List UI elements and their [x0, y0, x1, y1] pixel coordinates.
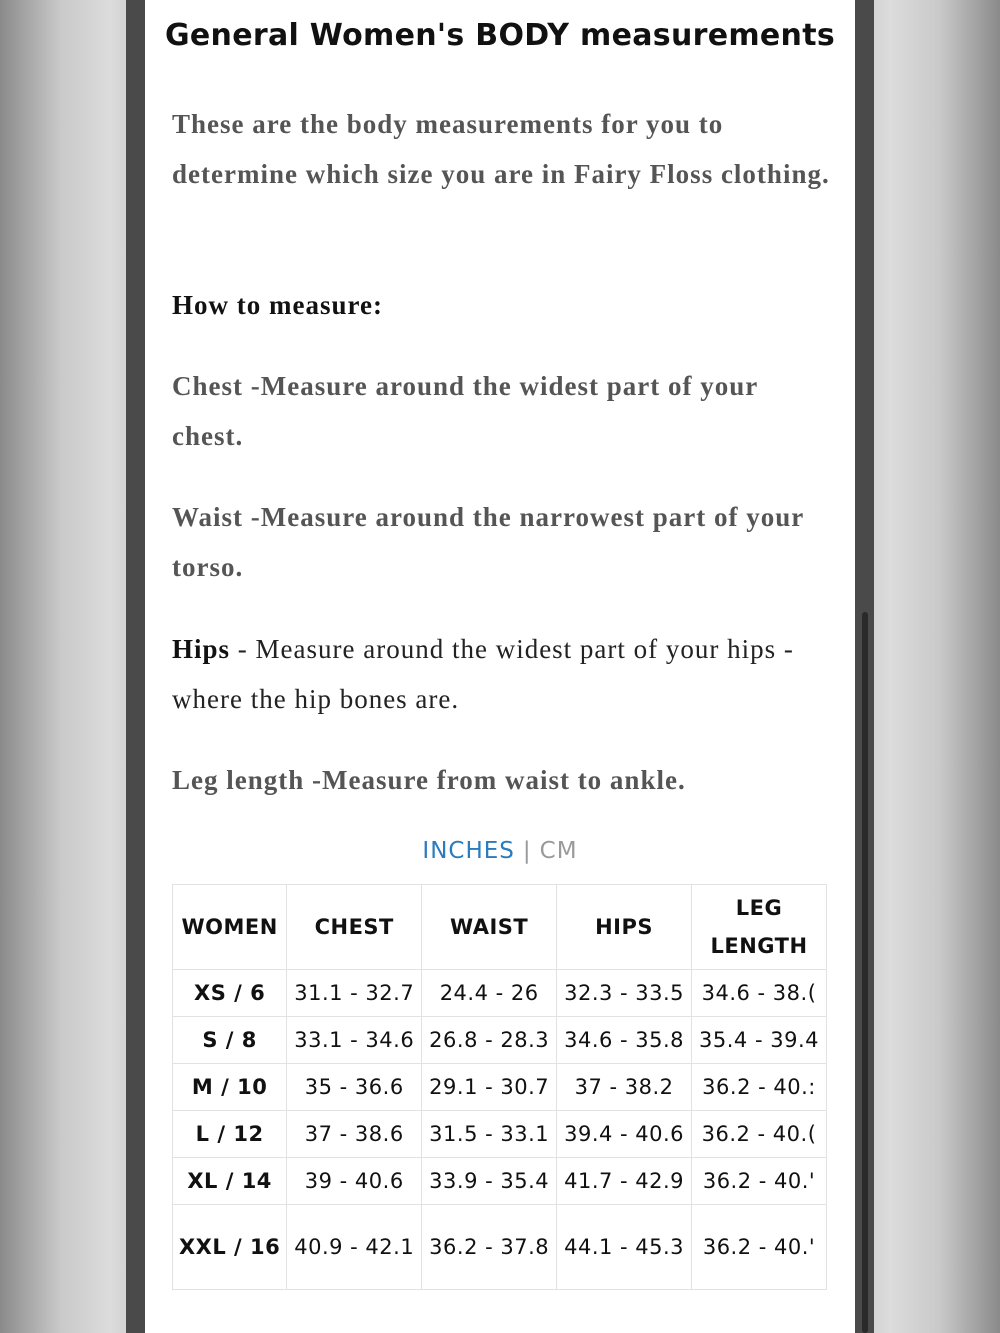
waist-cell: 29.1 - 30.7	[422, 1064, 557, 1111]
leg-cell: 34.6 - 38.(	[692, 970, 827, 1017]
hips-cell: 34.6 - 35.8	[557, 1017, 692, 1064]
table-header-row	[173, 885, 827, 970]
hips-label: Hips	[172, 634, 231, 664]
chest-cell: 33.1 - 34.6	[287, 1017, 422, 1064]
size-cell: XS / 6	[173, 970, 287, 1017]
table-row	[173, 1158, 827, 1205]
header-waist: WAIST	[422, 885, 557, 970]
hips-cell: 41.7 - 42.9	[557, 1158, 692, 1205]
chest-cell: 40.9 - 42.1	[287, 1205, 422, 1290]
chest-cell: 35 - 36.6	[287, 1064, 422, 1111]
table-row	[173, 1064, 827, 1111]
header-chest: CHEST	[287, 885, 422, 970]
size-cell: XXL / 16	[173, 1205, 287, 1290]
table-row	[173, 970, 827, 1017]
waist-cell: 31.5 - 33.1	[422, 1111, 557, 1158]
chest-cell: 31.1 - 32.7	[287, 970, 422, 1017]
table-row	[173, 1017, 827, 1064]
header-leg-length: LEG LENGTH	[692, 885, 827, 970]
size-table	[172, 884, 827, 1290]
size-cell: XL / 14	[173, 1158, 287, 1205]
hips-text: - Measure around the widest part of your hips -where the hip bones are.	[172, 634, 794, 714]
hips-cell: 44.1 - 45.3	[557, 1205, 692, 1290]
size-table-container[interactable]	[172, 884, 827, 1292]
inches-tab[interactable]: INCHES	[422, 838, 515, 864]
page-title: General Women's BODY measurements	[164, 18, 836, 53]
table-row	[173, 1111, 827, 1158]
chest-cell: 39 - 40.6	[287, 1158, 422, 1205]
unit-separator: |	[522, 838, 532, 864]
leg-cell: 35.4 - 39.4	[692, 1017, 827, 1064]
size-cell: L / 12	[173, 1111, 287, 1158]
size-cell: S / 8	[173, 1017, 287, 1064]
cm-tab[interactable]: CM	[539, 838, 578, 864]
size-cell: M / 10	[173, 1064, 287, 1111]
waist-cell: 24.4 - 26	[422, 970, 557, 1017]
chest-cell: 37 - 38.6	[287, 1111, 422, 1158]
leg-cell: 36.2 - 40.:	[692, 1064, 827, 1111]
chest-instructions: Chest -Measure around the widest part of your chest.	[172, 371, 758, 451]
header-hips: HIPS	[557, 885, 692, 970]
unit-toggle	[145, 838, 855, 864]
leg-cell: 36.2 - 40.'	[692, 1205, 827, 1290]
hips-instructions	[172, 624, 832, 724]
hips-cell: 39.4 - 40.6	[557, 1111, 692, 1158]
waist-cell: 33.9 - 35.4	[422, 1158, 557, 1205]
how-to-measure-heading: How to measure:	[172, 290, 383, 320]
header-women: WOMEN	[173, 885, 287, 970]
intro-text: These are the body measurements for you to determine which size you are in Fairy Floss clothing.	[172, 109, 830, 189]
page-content	[145, 0, 855, 1333]
waist-cell: 36.2 - 37.8	[422, 1205, 557, 1290]
waist-instructions: Waist -Measure around the narrowest part of your torso.	[172, 502, 804, 582]
device-frame-left	[126, 0, 145, 1333]
hips-cell: 32.3 - 33.5	[557, 970, 692, 1017]
scrollbar[interactable]	[862, 612, 868, 1333]
table-row	[173, 1205, 827, 1290]
hips-cell: 37 - 38.2	[557, 1064, 692, 1111]
waist-cell: 26.8 - 28.3	[422, 1017, 557, 1064]
leg-cell: 36.2 - 40.(	[692, 1111, 827, 1158]
leg-length-instructions: Leg length -Measure from waist to ankle.	[172, 765, 686, 795]
leg-cell: 36.2 - 40.'	[692, 1158, 827, 1205]
